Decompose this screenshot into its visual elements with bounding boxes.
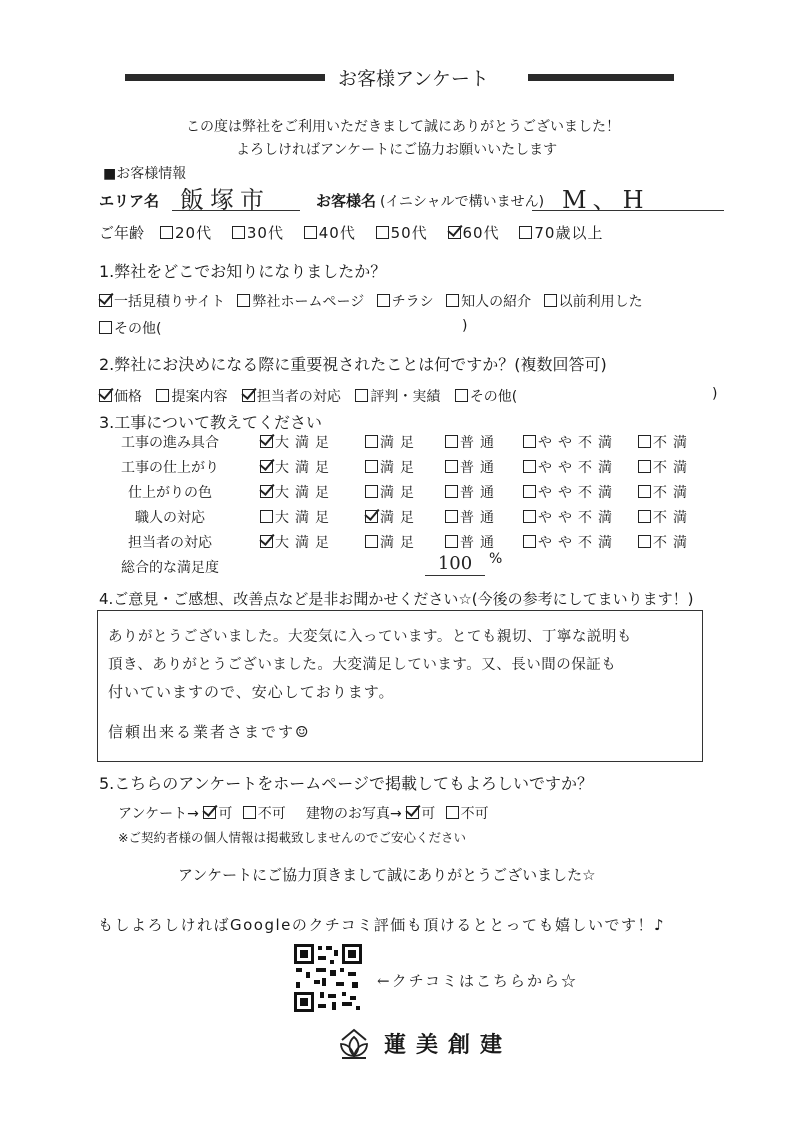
rating-somewhat-unsatisfied[interactable]: やや不満 (523, 507, 618, 527)
checkbox-icon (638, 485, 651, 498)
checkbox-icon (523, 510, 536, 523)
rating-unsatisfied[interactable]: 不満 (638, 482, 693, 502)
overall-label: 総合的な満足度 (121, 560, 219, 576)
survey-ok-option[interactable]: 可 (203, 803, 232, 823)
checkbox-icon (445, 485, 458, 498)
rating-very-satisfied[interactable]: 大満足 (260, 432, 335, 452)
comment-line-4: 信頼出来る業者さまです☺ (108, 723, 311, 741)
q2-options (99, 386, 517, 406)
q1-option-previous[interactable]: 以前利用した (544, 291, 643, 311)
checkbox-icon (523, 535, 536, 548)
checkbox-icon (446, 806, 459, 819)
qr-code-icon (292, 942, 364, 1014)
checkbox-icon (355, 389, 368, 402)
q2-option-reputation[interactable]: 評判・実績 (355, 386, 440, 406)
rating-somewhat-unsatisfied[interactable]: やや不満 (523, 532, 618, 552)
overall-value: 100 (437, 553, 473, 574)
checkbox-icon (99, 321, 112, 334)
checked-checkbox-icon (448, 226, 461, 239)
checkbox-icon (304, 226, 317, 239)
q1-option-bulk-quote[interactable]: 一括見積りサイト (99, 291, 225, 311)
q3-row-label: 工事の仕上がり (121, 460, 219, 476)
photo-ok-option[interactable]: 可 (406, 803, 435, 823)
q1-heading: 1.弊社をどこでお知りになりましたか？ (99, 262, 387, 281)
overall-row (105, 551, 705, 581)
rating-satisfied[interactable]: 満足 (365, 482, 420, 502)
rating-satisfied[interactable]: 満足 (365, 457, 420, 477)
checkbox-icon (544, 294, 557, 307)
checkbox-icon (638, 435, 651, 448)
checkbox-icon (260, 510, 273, 523)
title-bar-left (125, 74, 325, 81)
name-value: M、H (562, 186, 650, 214)
age-30[interactable]: 30代 (232, 222, 284, 243)
checkbox-icon (523, 460, 536, 473)
checkbox-icon (445, 510, 458, 523)
checkbox-icon (160, 226, 173, 239)
checkbox-icon (445, 435, 458, 448)
q2-heading: 2.弊社にお決めになる際に重要視されたことは何ですか？(複数回答可) (99, 355, 607, 374)
age-60[interactable]: 60代 (448, 222, 500, 243)
age-40[interactable]: 40代 (304, 222, 356, 243)
info-header: ■お客様情報 (103, 166, 187, 182)
checkbox-icon (638, 510, 651, 523)
photo-label: 建物のお写真→ (306, 806, 402, 822)
rating-neutral[interactable]: 普通 (445, 432, 500, 452)
checked-checkbox-icon (260, 485, 273, 498)
checked-checkbox-icon (260, 460, 273, 473)
qr-arrow-note: ←クチコミはこちらから☆ (377, 972, 578, 990)
comment-line-2: 頂き、ありがとうございました。大変満足しています。又、長い間の保証も (108, 657, 617, 673)
rating-satisfied[interactable]: 満足 (365, 532, 420, 552)
rating-unsatisfied[interactable]: 不満 (638, 532, 693, 552)
checkbox-icon (523, 485, 536, 498)
q3-row-label: 工事の進み具合 (121, 435, 219, 451)
q1-option-homepage[interactable]: 弊社ホームページ (237, 291, 364, 311)
qr-code[interactable] (292, 942, 364, 1014)
checkbox-icon (445, 535, 458, 548)
checkbox-icon (365, 535, 378, 548)
company-logo (336, 1026, 372, 1062)
comment-box[interactable] (97, 610, 703, 762)
age-label: ご年齢 (99, 224, 145, 242)
age-50[interactable]: 50代 (376, 222, 428, 243)
thanks-message: アンケートにご協力頂きまして誠にありがとうございました☆ (178, 866, 596, 884)
checkbox-icon (446, 294, 459, 307)
rating-neutral[interactable]: 普通 (445, 532, 500, 552)
checked-checkbox-icon (260, 435, 273, 448)
age-options (160, 222, 603, 243)
q3-heading: 3.工事について教えてください (99, 413, 322, 432)
checkbox-icon (156, 389, 169, 402)
checked-checkbox-icon (406, 806, 419, 819)
q3-row (105, 432, 705, 456)
q3-row (105, 457, 705, 481)
title-bar-right (528, 74, 674, 81)
q1-other-close: ) (462, 318, 468, 334)
q2-option-staff[interactable]: 担当者の対応 (242, 386, 341, 406)
photo-ng-option[interactable]: 不可 (446, 803, 489, 823)
checkbox-icon (519, 226, 532, 239)
q1-option-referral[interactable]: 知人の紹介 (446, 291, 531, 311)
rating-very-satisfied[interactable]: 大満足 (260, 507, 335, 527)
area-value: 飯塚市 (180, 186, 270, 214)
q3-row (105, 532, 705, 556)
survey-publish-row (118, 803, 286, 823)
checked-checkbox-icon (203, 806, 216, 819)
rating-somewhat-unsatisfied[interactable]: やや不満 (523, 457, 618, 477)
q1-other[interactable]: その他( (99, 318, 161, 338)
survey-label: アンケート→ (118, 806, 199, 822)
checkbox-icon (365, 460, 378, 473)
google-review-note: もしよろしければGoogleのクチコミ評価も頂けるととっても嬉しいです！♪ (98, 916, 666, 934)
checkbox-icon (523, 435, 536, 448)
privacy-note: ※ご契約者様の個人情報は掲載致しませんのでご安心ください (118, 830, 466, 845)
q4-heading: 4.ご意見・ご感想、改善点など是非お聞かせください☆(今後の参考にしてまいります！) (99, 590, 694, 608)
checkbox-icon (638, 460, 651, 473)
checkbox-icon (445, 460, 458, 473)
name-note: (イニシャルで構いません) (380, 194, 545, 210)
rating-somewhat-unsatisfied[interactable]: やや不満 (523, 482, 618, 502)
checkbox-icon (243, 806, 256, 819)
q2-option-proposal[interactable]: 提案内容 (156, 386, 227, 406)
q2-other-close: ) (712, 386, 718, 402)
q3-row-label: 職人の対応 (135, 510, 205, 526)
q1-options (99, 291, 643, 311)
checkbox-icon (365, 435, 378, 448)
rating-unsatisfied[interactable]: 不満 (638, 457, 693, 477)
rating-very-satisfied[interactable]: 大満足 (260, 482, 335, 502)
rating-very-satisfied[interactable]: 大満足 (260, 532, 335, 552)
survey-ng-option[interactable]: 不可 (243, 803, 286, 823)
comment-line-1: ありがとうございました。大変気に入っています。とても親切、丁寧な説明も (108, 629, 632, 645)
area-label: エリア名 (99, 192, 160, 210)
checked-checkbox-icon (242, 389, 255, 402)
checked-checkbox-icon (260, 535, 273, 548)
area-field[interactable] (172, 180, 300, 214)
lotus-house-icon (336, 1026, 372, 1062)
rating-very-satisfied[interactable]: 大満足 (260, 457, 335, 477)
company-name: 蓮美創建 (384, 1033, 513, 1058)
checked-checkbox-icon (99, 294, 112, 307)
overall-unit: % (489, 551, 503, 567)
checked-checkbox-icon (365, 510, 378, 523)
rating-satisfied[interactable]: 満足 (365, 432, 420, 452)
checkbox-icon (237, 294, 250, 307)
rating-satisfied[interactable]: 満足 (365, 507, 420, 527)
q1-option-flyer[interactable]: チラシ (377, 291, 434, 311)
q2-option-price[interactable]: 価格 (99, 386, 142, 406)
q3-row (105, 482, 705, 506)
checkbox-icon (376, 226, 389, 239)
intro-line-1: この度は弊社をご利用いただきまして誠にありがとうございました！ (186, 119, 620, 135)
intro-line-2: よろしければアンケートにご協力お願いいたします (236, 142, 558, 158)
checkbox-icon (638, 535, 651, 548)
photo-publish-row (306, 803, 489, 823)
rating-unsatisfied[interactable]: 不満 (638, 432, 693, 452)
name-field[interactable] (532, 180, 724, 214)
q2-option-other[interactable]: その他( (455, 386, 517, 406)
page-title: お客様アンケート (338, 68, 489, 90)
q3-row-label: 仕上がりの色 (128, 485, 212, 501)
rating-neutral[interactable]: 普通 (445, 507, 500, 527)
q5-heading: 5.こちらのアンケートをホームページで掲載してもよろしいですか？ (99, 774, 593, 793)
rating-neutral[interactable]: 普通 (445, 482, 500, 502)
q3-row (105, 507, 705, 531)
checkbox-icon (365, 485, 378, 498)
checkbox-icon (455, 389, 468, 402)
rating-unsatisfied[interactable]: 不満 (638, 507, 693, 527)
overall-value-field[interactable] (425, 553, 485, 576)
name-label: お客様名 (316, 192, 377, 210)
comment-line-3: 付いていますので、安心しております。 (108, 683, 395, 701)
checkbox-icon (377, 294, 390, 307)
checkbox-icon (232, 226, 245, 239)
age-70[interactable]: 70歳以上 (519, 222, 603, 243)
rating-neutral[interactable]: 普通 (445, 457, 500, 477)
rating-somewhat-unsatisfied[interactable]: やや不満 (523, 432, 618, 452)
age-20[interactable]: 20代 (160, 222, 212, 243)
checked-checkbox-icon (99, 389, 112, 402)
q3-row-label: 担当者の対応 (128, 535, 212, 551)
